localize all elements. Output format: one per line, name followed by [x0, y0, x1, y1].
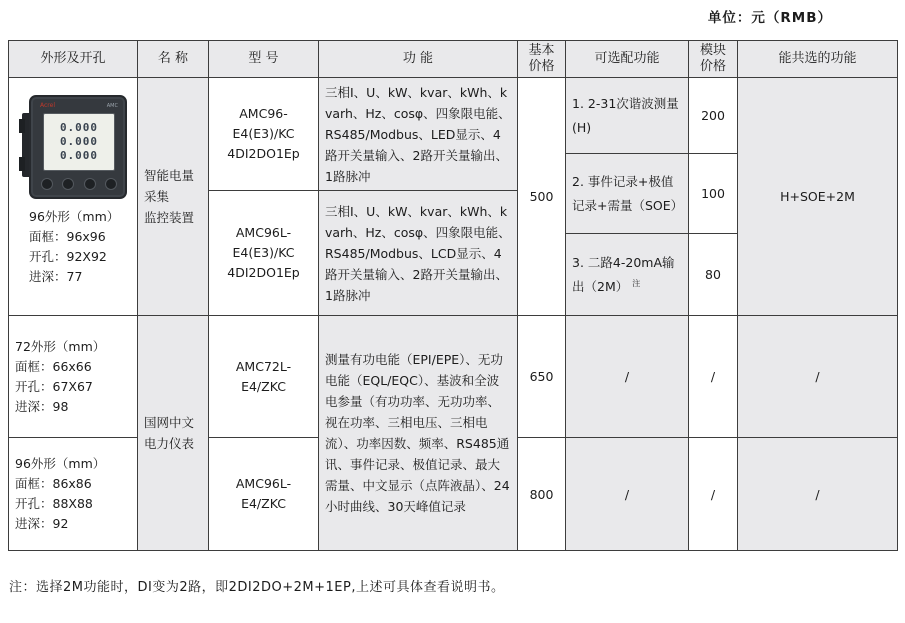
- name-cell-group1: [138, 78, 209, 316]
- meter-image: [21, 93, 125, 199]
- appearance-spec-line: 进深：98: [15, 398, 69, 414]
- appearance-spec-line: 96外形（mm）: [29, 209, 120, 224]
- header-function: 功 能: [319, 41, 518, 78]
- appearance-spec-line: 进深：92: [15, 516, 69, 531]
- option-price-1: 200: [689, 78, 738, 154]
- function-cell-group2: 测量有功电能（EPI/EPE）、无功电能（EQL/EQC）、基波和全波电参量（有功功率、无功功率、视在功率、三相电压、三相电流）、功率因数、频率、RS485通讯、事件记录、极值记录、最大需量、中文显示（点阵液晶）、24小时曲线、30天峰值记录: [319, 316, 518, 551]
- table-row: [9, 316, 898, 438]
- meter-button: [62, 178, 74, 190]
- meter-lcd-line: 0.000: [59, 149, 99, 162]
- base-price-amc96l-zkc: 800: [518, 438, 566, 551]
- name-line: 电力仪表: [144, 436, 195, 451]
- name-line: 智能电量: [144, 168, 195, 183]
- model-cell-amc96l-zkc: AMC96L-E4/ZKC: [209, 438, 319, 551]
- meter-button: [41, 178, 53, 190]
- combinable-cell-group1: H+SOE+2M: [738, 78, 898, 316]
- appearance-cell-72: [9, 316, 138, 438]
- meter-button: [84, 178, 96, 190]
- unit-label: 单位：元（RMB）: [707, 10, 832, 26]
- appearance-spec-line: 面框：96x96: [29, 229, 106, 244]
- appearance-spec-line: 开孔：92X92: [29, 249, 107, 264]
- meter-button-row: [41, 177, 117, 191]
- option-label-2: [566, 154, 689, 234]
- model-cell-amc96l: [209, 191, 319, 316]
- meter-lcd-screen: [43, 113, 115, 171]
- option-label-3: [566, 234, 689, 316]
- meter-brand-label: Acrel: [40, 102, 55, 109]
- optional-cell-amc72l: /: [566, 316, 689, 438]
- model-code-line: 4DI2DO1Ep: [227, 265, 300, 280]
- header-base-price: 基本价格: [518, 41, 566, 78]
- appearance-spec-line: 开孔：88X88: [15, 496, 93, 511]
- model-code-line: 4DI2DO1Ep: [227, 146, 300, 161]
- module-price-amc72l: /: [689, 316, 738, 438]
- combinable-cell-amc96l-zkc: /: [738, 438, 898, 551]
- table-row: [9, 78, 898, 154]
- header-optional: 可选配功能: [566, 41, 689, 78]
- module-price-amc96l-zkc: /: [689, 438, 738, 551]
- model-cell-amc96: [209, 78, 319, 191]
- appearance-cell-96b: [9, 438, 138, 551]
- appearance-spec-group1: [15, 207, 131, 287]
- meter-model-label: AMC: [106, 103, 118, 109]
- name-line: 采集: [144, 189, 170, 204]
- appearance-spec-line: 面框：86x86: [15, 476, 92, 491]
- name-line: 监控装置: [144, 210, 195, 225]
- option-price-2: 100: [689, 154, 738, 234]
- meter-button: [105, 178, 117, 190]
- option-price-3: 80: [689, 234, 738, 316]
- meter-lcd-line: 0.000: [59, 121, 99, 134]
- base-price-amc72l: 650: [518, 316, 566, 438]
- appearance-spec-line: 面框：66x66: [15, 358, 92, 374]
- header-module-price: 模块价格: [689, 41, 738, 78]
- option-label-1: [566, 78, 689, 154]
- base-price-group1: 500: [518, 78, 566, 316]
- product-spec-table: [8, 40, 898, 551]
- header-model: 型 号: [209, 41, 319, 78]
- header-row: [9, 41, 898, 78]
- name-cell-group2: [138, 316, 209, 551]
- appearance-cell-group1: [9, 78, 138, 316]
- meter-body: [29, 95, 127, 199]
- appearance-spec-line: 96外形（mm）: [15, 456, 106, 471]
- header-appearance: 外形及开孔: [9, 41, 138, 78]
- model-cell-amc72l: AMC72L-E4/ZKC: [209, 316, 319, 438]
- function-cell-amc96l: 三相I、U、kW、kvar、kWh、kvarh、Hz、cosφ、四象限电能、RS485/Modbus、LCD显示、4路开关量输入、2路开关量输出、1路脉冲: [319, 191, 518, 316]
- model-code-line: AMC96L-E4(E3)/KC: [232, 225, 295, 260]
- note-text: 注：选择2M功能时，DI变为2路，即2DI2DO+2M+1EP,上述可具体查看说明书。: [9, 580, 505, 595]
- option-marker: 注: [632, 278, 641, 288]
- appearance-spec-line: 72外形（mm）: [15, 338, 106, 354]
- header-name: 名 称: [138, 41, 209, 78]
- option-text: 1. 2-31次谐波测量(H): [572, 95, 679, 136]
- name-line: 国网中文: [144, 415, 195, 430]
- function-cell-amc96: 三相I、U、kW、kvar、kWh、kvarh、Hz、cosφ、四象限电能、RS485/Modbus、LED显示、4路开关量输入、2路开关量输出、1路脉冲: [319, 78, 518, 191]
- header-combinable: 能共选的功能: [738, 41, 898, 78]
- optional-cell-amc96l-zkc: /: [566, 438, 689, 551]
- meter-lcd-line: 0.000: [59, 135, 99, 148]
- model-code-line: AMC96-E4(E3)/KC: [232, 106, 295, 141]
- appearance-spec-line: 进深：77: [29, 269, 83, 284]
- option-text: 3. 二路4-20mA输出（2M）: [572, 254, 675, 295]
- option-text: 2. 事件记录+极值记录+需量（SOE）: [572, 173, 684, 214]
- combinable-cell-amc72l: /: [738, 316, 898, 438]
- appearance-spec-line: 开孔：67X67: [15, 378, 93, 394]
